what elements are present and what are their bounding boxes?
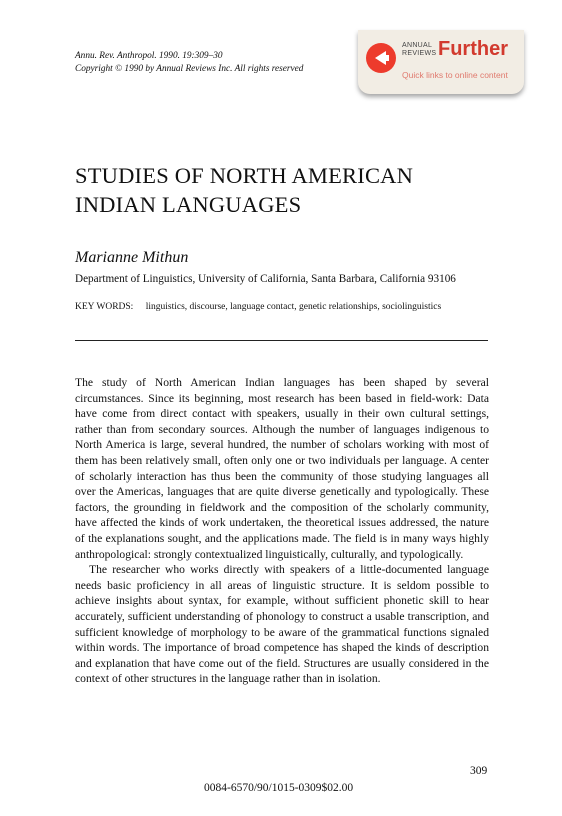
citation-line: Annu. Rev. Anthropol. 1990. 19:309–30 (75, 51, 223, 61)
keywords-label: KEY WORDS: (75, 302, 134, 312)
further-wordmark: Further (438, 38, 508, 60)
body-text (75, 375, 489, 687)
further-badge[interactable] (358, 30, 524, 94)
copyright-line: Copyright © 1990 by Annual Reviews Inc. All rights reserved (75, 64, 304, 74)
article-title: STUDIES OF NORTH AMERICAN INDIAN LANGUAGES (75, 163, 414, 217)
author-name: Marianne Mithun (75, 249, 189, 266)
author-affiliation: Department of Linguistics, University of California, Santa Barbara, California 93106 (75, 273, 456, 285)
article-code: 0084-6570/90/1015-0309$02.00 (204, 782, 354, 794)
annual-reviews-label: ANNUAL REVIEWS (402, 42, 437, 57)
paragraph: The study of North American Indian languages has been shaped by several circumstances. Since its beginning, most research has been based in field-work: Data have come from direct contact with speakers, usually in their own cultural settings, rather than from secondary sources. Although the number of languages indigenous to North America is large, several hundred, the number of scholars working with most of them has been relatively small, often only one or two individuals per language. A center of scholarly interaction has thus been the community of those studying languages all over the Americas, languages that are quite diverse genetically and typologically. These factors, the grounding in fieldwork and the composition of the scholarly community, have affected the kinds of work undertaken, the theoretical issues addressed, the nature of the explanations sought, and the applications made. The field is in many ways highly anthropological: strongly contextualized linguistically, culturally, and typologically. (75, 376, 489, 561)
journal-citation (75, 50, 303, 76)
page-number: 309 (470, 765, 488, 777)
paragraph: The researcher who works directly with speakers of a little-documented language needs basic proficiency in all areas of linguistic structure. It is seldom possible to achieve insights about syntax, for example, without sufficient phonetic skill to hear accurately, sufficient understanding of phonology to construct a usable transcription, and sufficient knowledge of morphology to be aware of the grammatical functions signaled within words. The importance of broad competence has shaped the kinds of description and explanation that have come out of the field. Structures are usually considered in the context of other structures in the language rather than in isolation. (75, 563, 489, 686)
keywords-line (75, 302, 441, 312)
back-arrow-icon (366, 43, 396, 73)
quick-links-link[interactable]: Quick links to online content (402, 70, 508, 80)
keywords-list: linguistics, discourse, language contact, genetic relationships, sociolinguistics (145, 302, 442, 312)
divider-rule (75, 340, 488, 341)
